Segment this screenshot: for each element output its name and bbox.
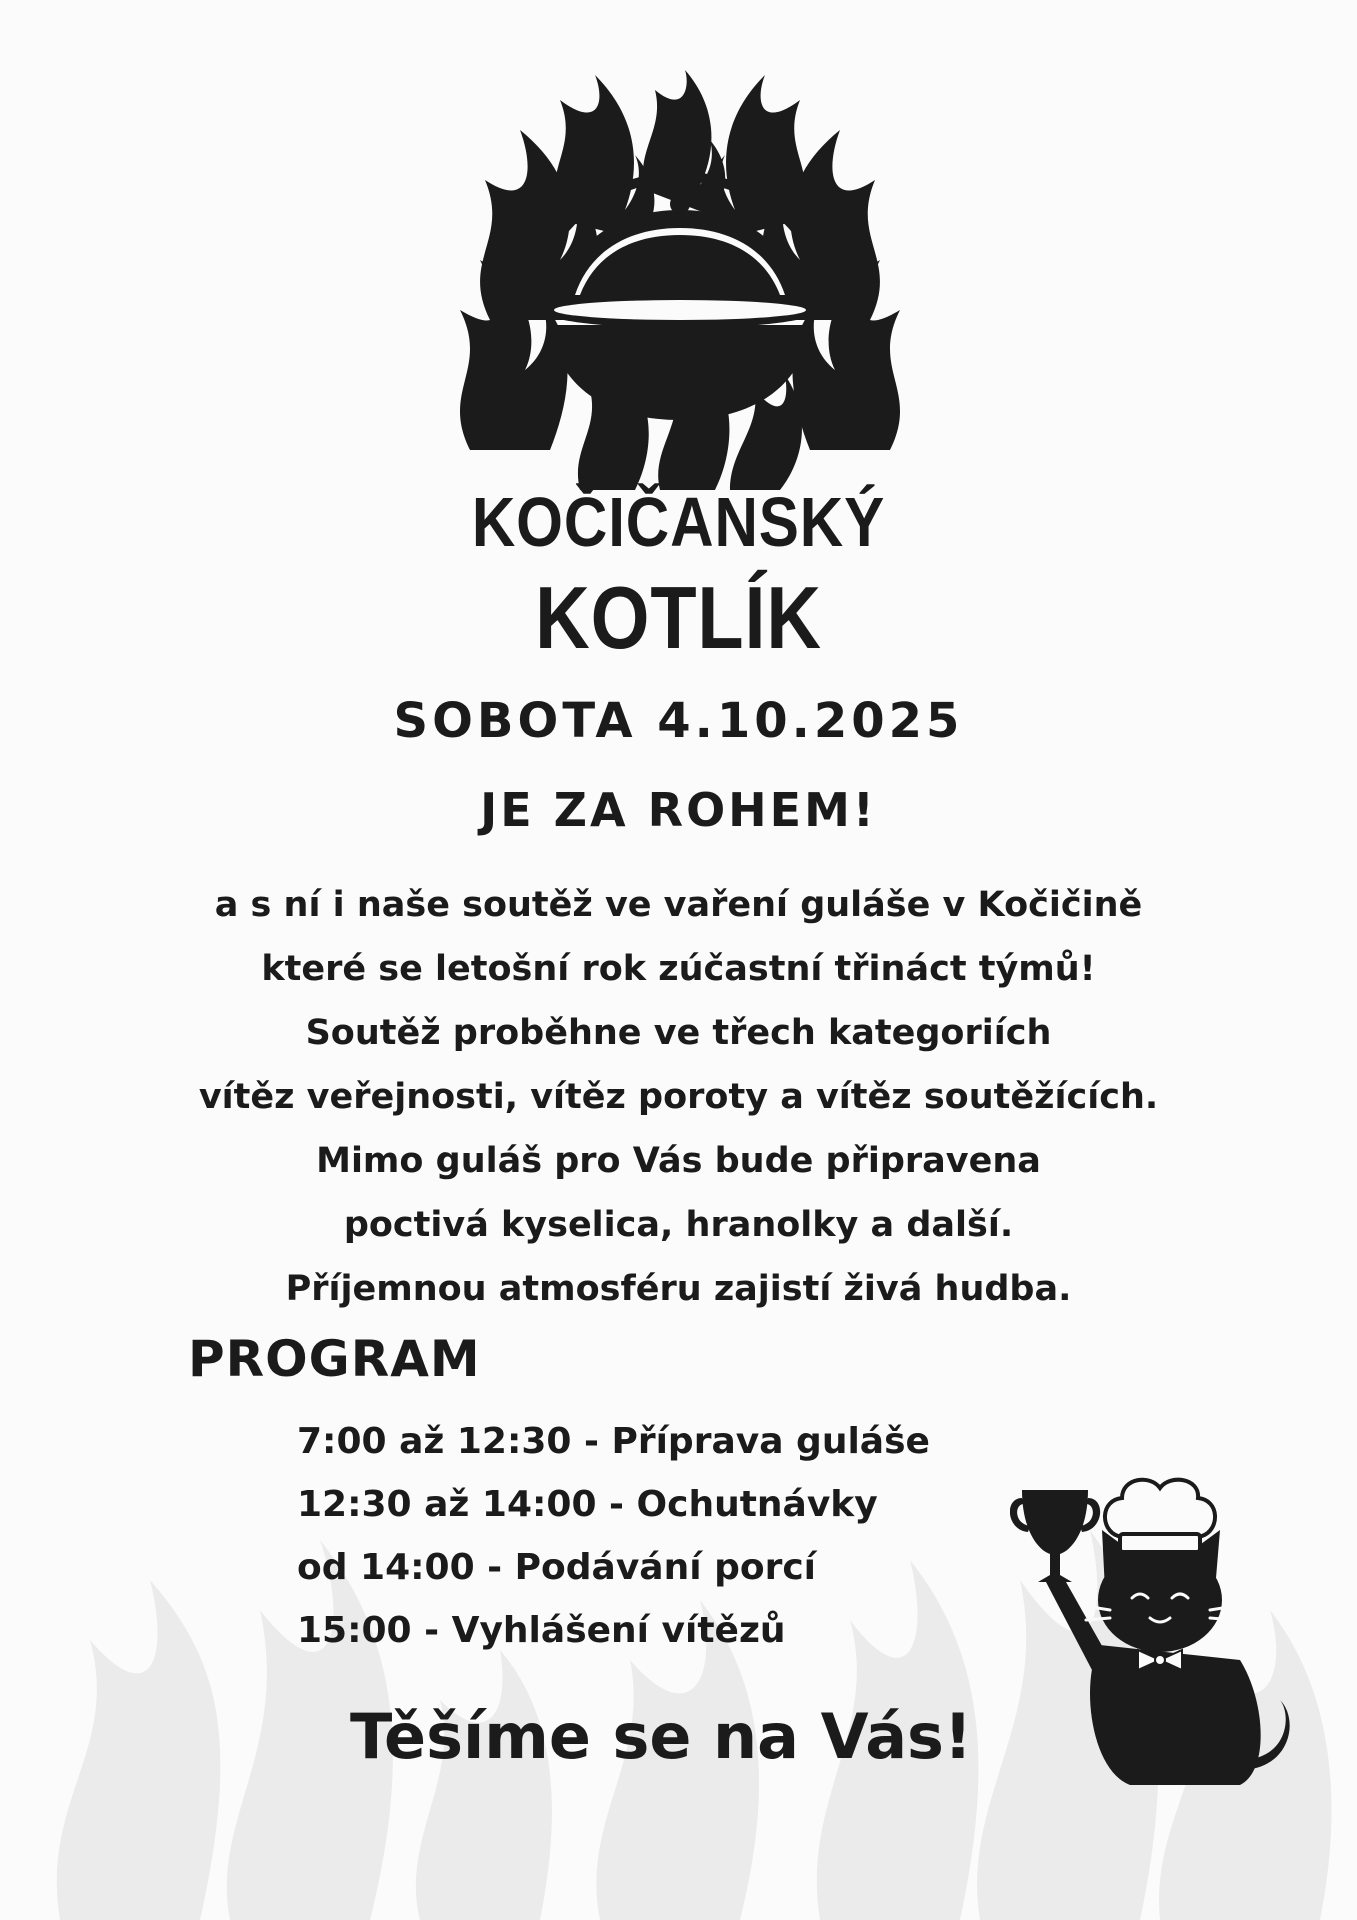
description-line: poctivá kyselica, hranolky a další. xyxy=(343,1205,1014,1245)
program-title: PROGRAM xyxy=(188,1330,481,1388)
description-line: vítěz veřejnosti, vítěz poroty a vítěz soutěžících. xyxy=(198,1077,1159,1117)
program-item: od 14:00 - Podávání porcí xyxy=(297,1547,817,1588)
program-item: 12:30 až 14:00 - Ochutnávky xyxy=(297,1484,878,1525)
subheading: JE ZA ROHEM! xyxy=(480,783,877,837)
description-block xyxy=(0,873,1357,1321)
flaming-cauldron-icon xyxy=(430,70,930,490)
description-line: Soutěž proběhne ve třech kategoriích xyxy=(305,1013,1052,1053)
description-line: Příjemnou atmosféru zajistí živá hudba. xyxy=(285,1269,1072,1309)
event-date: SOBOTA 4.10.2025 xyxy=(393,693,964,749)
chef-cat-trophy-icon xyxy=(1010,1470,1310,1790)
closing-message: Těšíme se na Vás! xyxy=(350,1700,973,1773)
description-line: které se letošní rok zúčastní třináct týmů! xyxy=(261,949,1096,989)
logo-title-line1: KOČIČANSKÝ xyxy=(471,483,886,561)
description-line: Mimo guláš pro Vás bude připravena xyxy=(316,1141,1041,1181)
program-list xyxy=(297,1410,930,1662)
program-item: 7:00 až 12:30 - Příprava guláše xyxy=(297,1421,930,1462)
program-item: 15:00 - Vyhlášení vítězů xyxy=(297,1610,786,1651)
logo-title-line2: KOTLÍK xyxy=(535,568,822,667)
description-line: a s ní i naše soutěž ve vaření guláše v Kočičině xyxy=(214,885,1143,925)
